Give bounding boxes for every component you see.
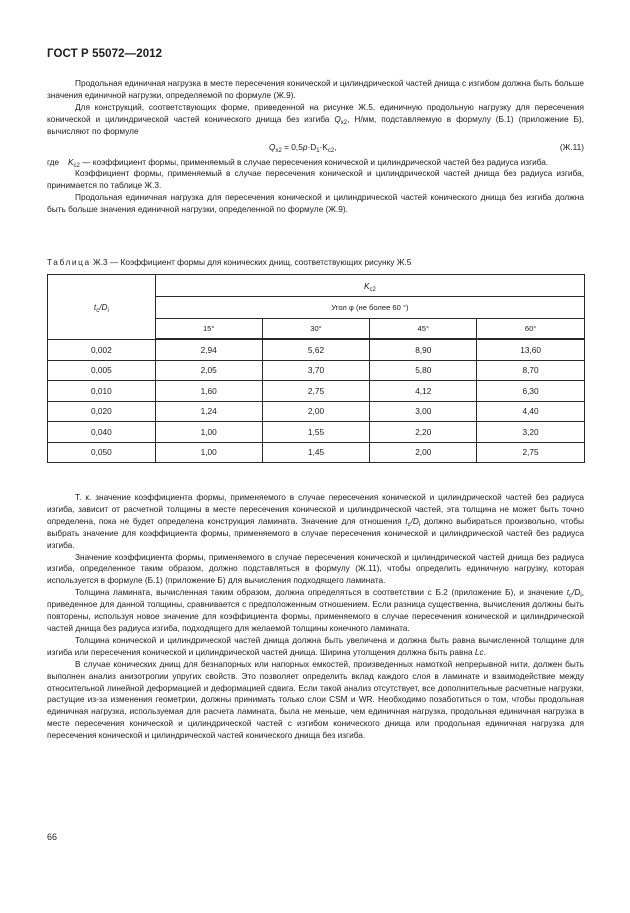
table-row [48, 442, 585, 463]
value-cell: 2,75 [477, 442, 585, 463]
value-cell: 8,90 [370, 339, 477, 360]
value-cell: 2,94 [155, 339, 262, 360]
intro-section [47, 78, 584, 216]
value-cell: 2,75 [262, 381, 370, 402]
table-row [48, 339, 585, 360]
formula-number: (Ж.11) [559, 141, 584, 152]
ratio-cell: 0,010 [48, 381, 156, 402]
formula-zh11 [47, 141, 584, 153]
value-cell: 1,55 [262, 422, 370, 443]
paragraph-laminate-thickness: Толщина ламината, вычисленная таким образом, должна определяться в соответствии с Б.2 (приложение Б), и значение $t_c/D_i$, приведенное для данной толщины, сравнивается с предположенным отношением. Если разница существенна, вычисления должны быть повторены, используя новое значение для коэффициента формы, применяемого в случае пересечения конической и цилиндрической частей днища без радиуса изгиба, подходящего для желаемой толщины конечного ламината. [47, 587, 584, 633]
table-row [48, 381, 585, 402]
paragraph-anisotropy: В случае конических днищ для безнапорных или напорных емкостей, произведенных намоткой непрерывной нити, должен быть выполнен анализ анизотропии упругих свойств. Это позволяет определить вклад каждого слоя в ламинате и взаимодействие между относительной линейной деформацией и деформацией сдвига. Если такой анализ отсутствует, все дополнительные расчетные нагрузки, растущие из-за изменения геометрии, должны принимать только слои CSM и WR. Необходимо позаботиться о том, чтобы продольная единичная нагрузка, используемая для расчета ламината, была не меньше, чем единичная нагрузка, продольная единичная нагрузка в месте пересечения конической и цилиндрической частей с изгибом конического днища или продольная единичная нагрузка для пересечения конической и цилиндрической частей конического днища без изгиба. [47, 658, 584, 741]
value-cell: 2,20 [370, 422, 477, 443]
value-cell: 4,12 [370, 381, 477, 402]
angle-30-header: 30° [262, 319, 370, 340]
page-number: 66 [47, 832, 58, 842]
value-cell: 1,45 [262, 442, 370, 463]
value-cell: 3,20 [477, 422, 585, 443]
formula-expression: $Q_{x2} = 0,5p\cdot D_1\cdot K_{c2}$, [269, 141, 337, 154]
paragraph-thickening: Толщина конической и цилиндрической частей днища должна быть увеличена и должна быть равна вычисленной толщине для изгиба или пересечения конической и цилиндрической частей днища. Ширина утолщения должна быть равна Lc. [47, 634, 584, 657]
value-cell: 3,70 [262, 360, 370, 381]
angle-45-header: 45° [370, 319, 477, 340]
ratio-cell: 0,020 [48, 401, 156, 422]
value-cell: 1,60 [155, 381, 262, 402]
ratio-cell: 0,050 [48, 442, 156, 463]
value-cell: 13,60 [477, 339, 585, 360]
table-row [48, 360, 585, 381]
value-cell: 6,30 [477, 381, 585, 402]
table-caption: Таблица Ж.3 — Коэффициент формы для конических днищ, соответствующих рисунку Ж.5 [47, 257, 412, 267]
value-cell: 2,00 [262, 401, 370, 422]
angle-header: Угол φ (не более 60 °) [155, 297, 584, 319]
ratio-cell: 0,005 [48, 360, 156, 381]
formula-legend [47, 157, 584, 169]
paragraph-substitution: Значение коэффициента формы, применяемого в случае пересечения конической и цилиндрической частей днища без радиуса изгиба, определенное таким образом, должно подставляться в формулу (Ж.11), чтобы определить единичную нагрузку, которая используется в формуле (Б.1) (приложение Б) для вычисления подходящего ламината. [47, 551, 584, 586]
paragraph-unit-load-bend: Продольная единичная нагрузка в месте пересечения конической и цилиндрической частей днища с изгибом должна быть больше значения единичной нагрузки, определяемой по формуле (Ж.9). [47, 78, 584, 100]
table-row [48, 401, 585, 422]
value-cell: 4,40 [477, 401, 585, 422]
table-row [48, 422, 585, 443]
angle-60-header: 60° [477, 319, 585, 340]
paragraph-shape-factor: Коэффициент формы, применяемый в случае пересечения конической и цилиндрической частей днища без радиуса изгиба, принимается по таблице Ж.3. [47, 168, 584, 191]
ratio-cell: 0,040 [48, 422, 156, 443]
value-cell: 5,62 [262, 339, 370, 360]
value-cell: 2,00 [370, 442, 477, 463]
value-cell: 1,00 [155, 422, 262, 443]
angle-15-header: 15° [155, 319, 262, 340]
paragraph-unit-load-no-bend: Продольная единичная нагрузка для пересечения конической и цилиндрической частей конического днища без изгиба должна быть больше значения единичной нагрузки, определенной по формуле (Ж.9). [47, 192, 584, 215]
value-cell: 3,00 [370, 401, 477, 422]
standard-header: ГОСТ Р 55072—2012 [47, 48, 163, 60]
where-definition: $K_{c2}$ — коэффициент формы, применяемый в случае пересечения конической и цилиндрической частей без радиуса изгиба. [68, 156, 549, 169]
where-label: где [47, 156, 60, 167]
value-cell: 8,70 [477, 360, 585, 381]
shape-factor-table [47, 274, 585, 463]
value-cell: 1,00 [155, 442, 262, 463]
value-cell: 2,05 [155, 360, 262, 381]
value-cell: 1,24 [155, 401, 262, 422]
k-column-header: $K_{c2}$ [155, 275, 584, 297]
ratio-cell: 0,002 [48, 339, 156, 360]
body-section [47, 492, 584, 742]
value-cell: 5,80 [370, 360, 477, 381]
ratio-column-header: $t_c/D_i$ [48, 275, 156, 340]
paragraph-no-bend-formula: Для конструкций, соответствующих форме, приведенной на рисунке Ж.5, единичную продольную нагрузку для пересечения конической и цилиндрической частей конического днища без изгиба $Q_{x2}$, Н/мм, подставляемую в формулу (Б.1) (приложение Б), вычисляют по формуле [47, 101, 584, 136]
paragraph-thickness-iteration: Т. к. значение коэффициента формы, применяемого в случае пересечения конической и цилиндрической частей без радиуса изгиба, зависит от расчетной толщины в месте пересечения конической и цилиндрической частей, эта толщина не может быть точно определена, пока не будет определена конструкция ламината. Значение для отношения $t_c/D_i$ должно выбираться произвольно, чтобы выбрать значение для коэффициента формы, применяемого в случае пересечения конической и цилиндрической частей без радиуса изгиба. [47, 492, 584, 550]
